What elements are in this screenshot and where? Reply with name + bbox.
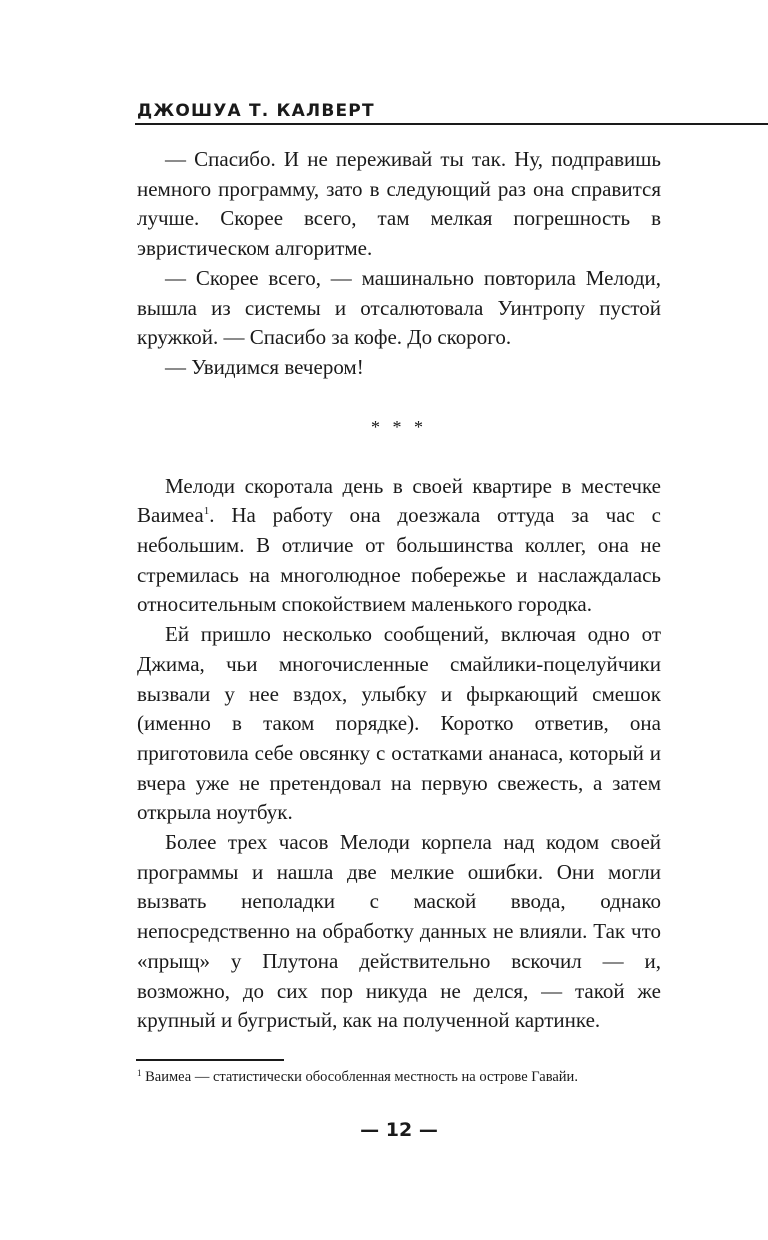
footnote-text: Ваимеа — статистически обособленная местность на острове Гавайи. — [145, 1069, 578, 1085]
dialogue-line-3: — Увидимся вечером! — [165, 354, 364, 379]
dialogue-line-1: — Спасибо. И не переживай ты так. Ну, подправишь немного программу, зато в следующий раз она справится лучше. Скорее всего, там мелкая погрешность в эвристическом алгоритме. — [137, 147, 661, 261]
paragraph-1-start: Мелоди скоротала день в своей квартире в местечке Ваимеа — [137, 473, 661, 528]
header-rule — [135, 123, 768, 125]
page-number: — 12 — — [360, 1119, 438, 1141]
page-body — [137, 145, 661, 1036]
footnote-reference: 1 — [203, 505, 210, 518]
footnote-rule — [136, 1059, 284, 1061]
paragraph-3: Более трех часов Мелоди корпела над кодом своей программы и нашла две мелкие ошибки. Они могли вызвать неполадки с маской ввода, однако непосредственно на обработку данных не влияли. Так что «прыщ» у Плутона действительно вскочил — и, возможно, до сих пор никуда не делся, — такой же крупный и бугристый, как на полученной картинке. — [137, 830, 661, 1033]
running-head-author: ДЖОШУА Т. КАЛВЕРТ — [137, 101, 375, 121]
paragraph-1-rest: . На работу она доезжала оттуда за час с небольшим. В отличие от большинства коллег, она не стремилась на многолюдное побережье и наслаждалась относительным спокойствием маленького городка. — [137, 503, 661, 617]
section-separator: * * * — [371, 416, 427, 437]
footnote — [137, 1068, 578, 1086]
paragraph-1 — [137, 472, 661, 621]
footnote-marker: 1 — [137, 1068, 142, 1078]
dialogue-line-2: — Скорее всего, — машинально повторила Мелоди, вышла из системы и отсалютовала Уинтропу пустой кружкой. — Спасибо за кофе. До скорого. — [137, 265, 661, 350]
paragraph-2: Ей пришло несколько сообщений, включая одно от Джима, чьи многочисленные смайлики-поцелуйчики вызвали у нее вздох, улыбку и фыркающий смешок (именно в таком порядке). Коротко ответив, она приготовила себе овсянку с остатками ананаса, который и вчера уже не претендовал на первую свежесть, а затем открыла ноутбук. — [137, 622, 661, 825]
